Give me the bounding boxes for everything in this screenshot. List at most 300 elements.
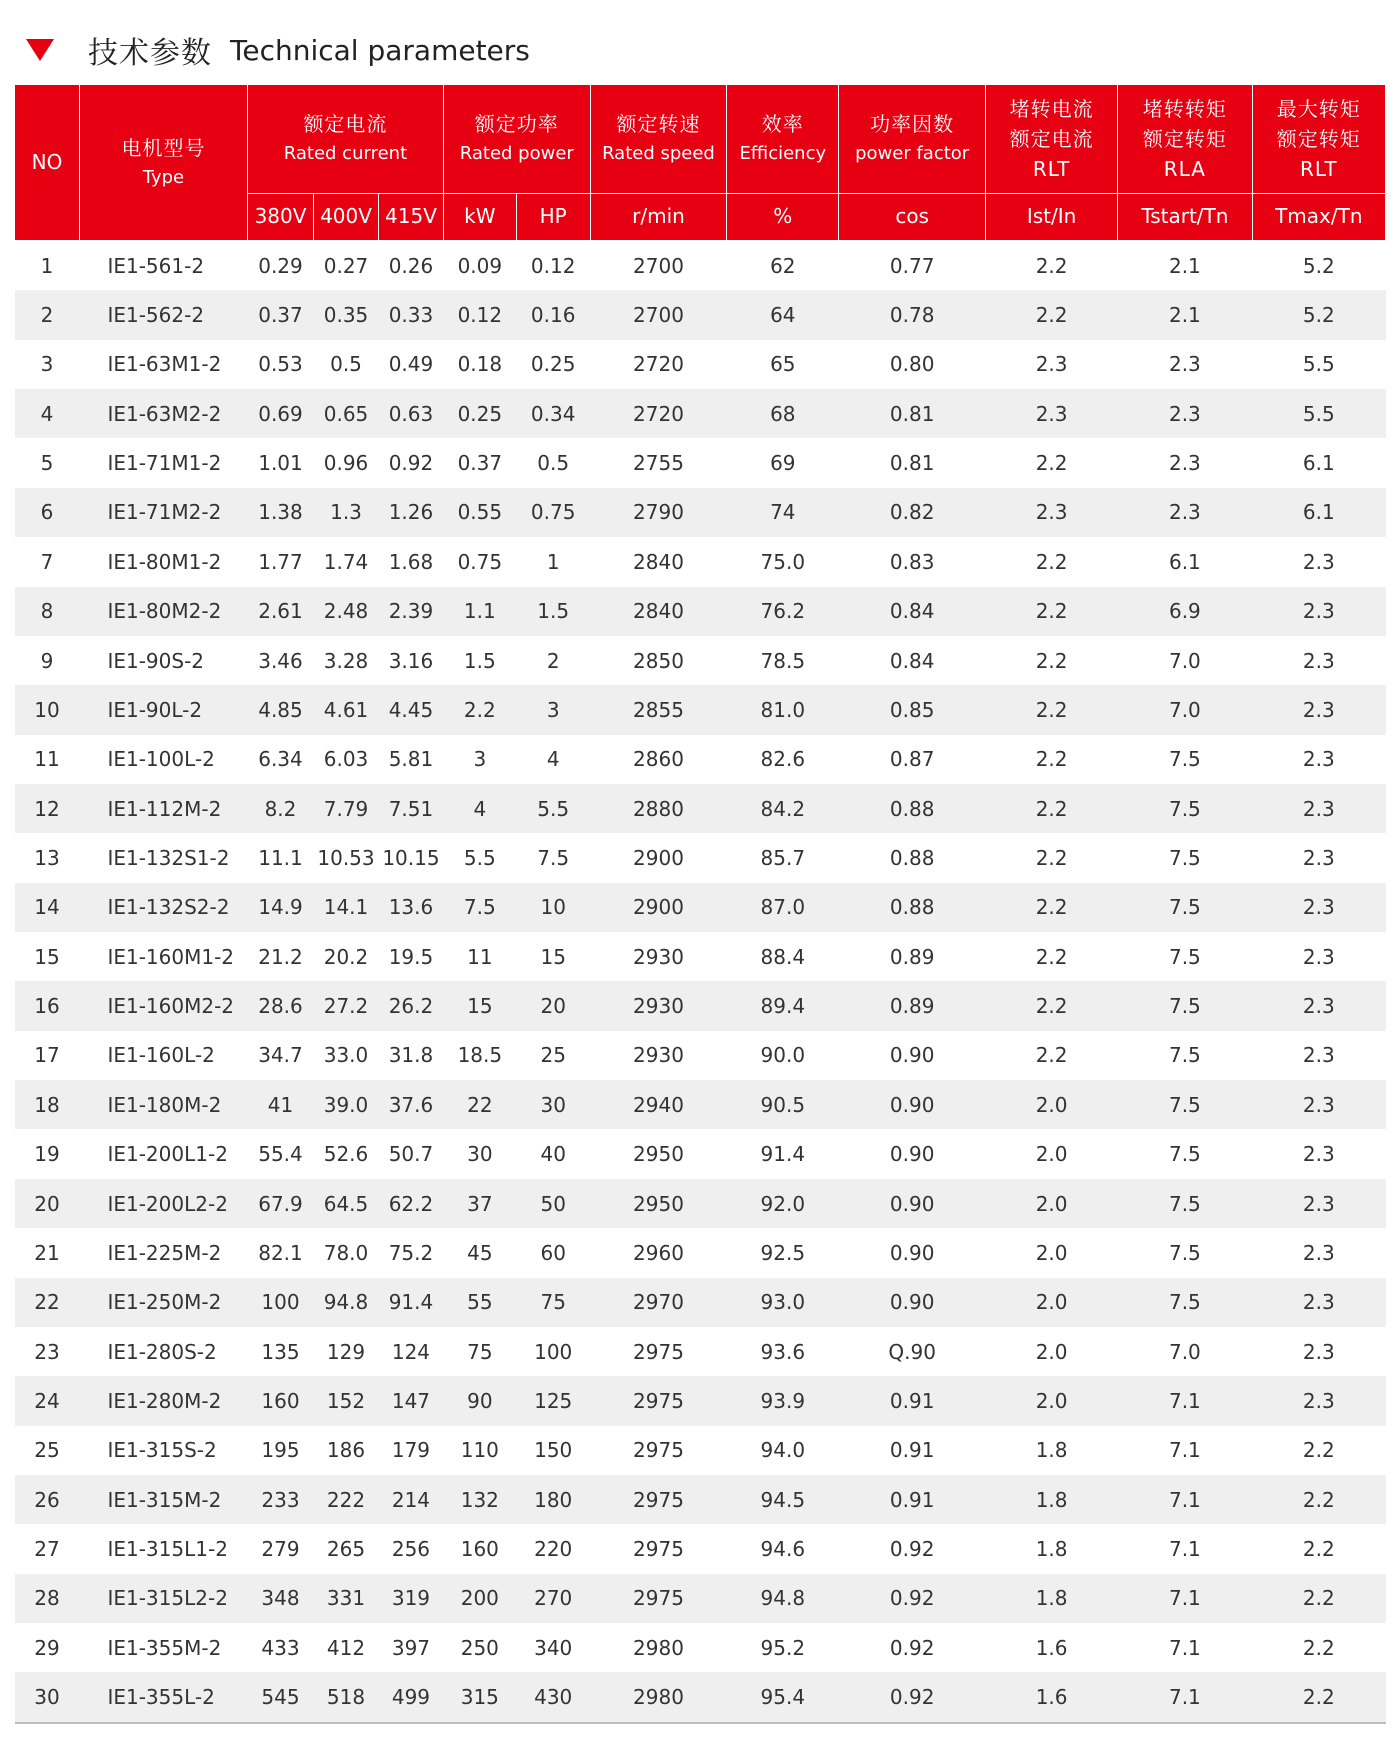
table-cell: 50: [516, 1179, 590, 1228]
table-row: [15, 537, 1386, 586]
table-cell: 7.5: [1168, 944, 1201, 969]
row-number: 11: [34, 747, 60, 772]
table-cell: 8.2: [247, 784, 313, 833]
table-cell: 0.88: [889, 845, 935, 870]
table-cell: 2.2: [1035, 648, 1068, 673]
table-body: [15, 241, 1386, 1723]
table-cell: 7.0: [1168, 1339, 1201, 1364]
table-cell: 2975: [633, 1438, 684, 1463]
table-cell: 2.0: [986, 1080, 1118, 1129]
table-cell: 6.1: [1252, 488, 1385, 537]
table-cell: 1.01: [258, 451, 303, 476]
motor-type: IE1-132S2-2: [79, 883, 247, 932]
table-cell: 0.78: [839, 290, 986, 339]
table-cell: 76.2: [727, 587, 839, 636]
table-cell: 19.5: [388, 944, 434, 969]
table-header: [15, 85, 1386, 241]
table-cell: 2.1: [1168, 253, 1201, 278]
table-cell: 2: [546, 648, 560, 673]
table-cell: 2.0: [986, 1278, 1118, 1327]
motor-type: IE1-315L1-2: [107, 1537, 228, 1562]
row-number: 26: [15, 1475, 80, 1524]
table-cell: 2.2: [986, 981, 1118, 1030]
table-cell: 214: [378, 1475, 443, 1524]
table-cell: 2.2: [1035, 747, 1068, 772]
unit-400v: 400V: [314, 194, 379, 241]
table-cell: 2.2: [1252, 1475, 1385, 1524]
table-cell: 94.5: [727, 1475, 839, 1524]
table-cell: 0.5: [537, 451, 570, 476]
table-cell: 2.3: [1168, 352, 1201, 377]
table-cell: 6.1: [1302, 451, 1335, 476]
table-cell: 34.7: [258, 1043, 303, 1068]
table-cell: 2.2: [1035, 451, 1068, 476]
table-cell: 179: [391, 1438, 431, 1463]
table-cell: 2.3: [1252, 1376, 1385, 1425]
table-cell: 7.79: [314, 784, 379, 833]
table-cell: 15: [540, 944, 566, 969]
table-cell: 2.2: [986, 784, 1118, 833]
table-cell: 2940: [590, 1080, 727, 1129]
table-cell: 68: [727, 389, 839, 438]
row-number: 19: [34, 1142, 60, 1167]
table-cell: 7.5: [443, 883, 516, 932]
row-number: 20: [15, 1179, 80, 1228]
table-cell: 2700: [590, 290, 727, 339]
table-cell: 7.5: [1118, 784, 1252, 833]
table-cell: 0.34: [516, 389, 590, 438]
table-cell: Q.90: [888, 1339, 936, 1364]
motor-type: IE1-280S-2: [107, 1339, 217, 1364]
motor-type: IE1-71M1-2: [107, 451, 222, 476]
table-cell: 75.2: [388, 1240, 434, 1265]
table-cell: 3: [516, 685, 590, 734]
table-cell: 93.6: [760, 1339, 806, 1364]
table-cell: 87.0: [727, 883, 839, 932]
table-cell: 1.6: [986, 1672, 1118, 1722]
table-cell: 82.1: [258, 1240, 303, 1265]
table-cell: 14.1: [314, 883, 379, 932]
table-cell: 2975: [590, 1475, 727, 1524]
table-cell: 95.2: [760, 1635, 806, 1660]
table-cell: 0.37: [247, 290, 313, 339]
table-cell: 88.4: [760, 944, 806, 969]
table-cell: 2.3: [1302, 1240, 1335, 1265]
table-cell: 2975: [633, 1339, 684, 1364]
table-cell: 433: [261, 1635, 300, 1660]
table-cell: 39.0: [314, 1080, 379, 1129]
table-cell: 14.9: [247, 883, 313, 932]
table-cell: 2.2: [443, 685, 516, 734]
table-cell: 1.6: [1035, 1635, 1068, 1660]
table-cell: 0.80: [889, 352, 935, 377]
table-cell: 2.3: [1035, 352, 1068, 377]
col-header-locked-rotor-current: 堵转电流 额定电流 RLT: [986, 85, 1118, 194]
col-header-efficiency: 效率 Efficiency: [727, 85, 839, 194]
table-cell: 78.0: [323, 1240, 369, 1265]
unit-kw: kW: [443, 194, 516, 241]
motor-type: IE1-80M2-2: [79, 587, 247, 636]
table-cell: 15: [443, 981, 516, 1030]
table-cell: 52.6: [323, 1142, 369, 1167]
table-cell: 2.3: [1302, 648, 1335, 673]
table-cell: 0.26: [388, 253, 434, 278]
table-cell: 6.34: [258, 747, 303, 772]
table-cell: 499: [378, 1672, 443, 1722]
table-cell: 3.46: [258, 648, 303, 673]
row-number: 22: [15, 1278, 80, 1327]
table-row: [15, 587, 1386, 636]
table-cell: 91.4: [378, 1278, 443, 1327]
table-cell: 1.8: [1035, 1438, 1068, 1463]
table-cell: 2.2: [1302, 1635, 1335, 1660]
table-cell: 0.96: [323, 451, 369, 476]
table-cell: 93.9: [727, 1376, 839, 1425]
table-cell: 2.3: [986, 389, 1118, 438]
table-cell: 0.81: [889, 451, 935, 476]
table-cell: 279: [261, 1537, 300, 1562]
table-cell: 2.3: [1302, 1142, 1335, 1167]
table-cell: 7.5: [1118, 1179, 1252, 1228]
table-cell: 0.25: [443, 389, 516, 438]
table-cell: 125: [516, 1376, 590, 1425]
table-cell: 0.27: [323, 253, 369, 278]
row-number: 23: [34, 1339, 60, 1364]
motor-type: IE1-315M-2: [79, 1475, 247, 1524]
table-cell: 220: [534, 1537, 573, 1562]
table-row: [15, 636, 1386, 685]
table-cell: 0.88: [839, 883, 986, 932]
table-cell: 2720: [633, 352, 684, 377]
table-cell: 186: [326, 1438, 366, 1463]
table-cell: 1.38: [247, 488, 313, 537]
table-cell: 1.1: [443, 587, 516, 636]
table-row: [15, 1475, 1386, 1524]
table-cell: 0.90: [889, 1142, 935, 1167]
table-cell: 152: [314, 1376, 379, 1425]
row-number: 2: [15, 290, 80, 339]
table-cell: 18.5: [457, 1043, 503, 1068]
table-cell: 2960: [633, 1240, 684, 1265]
table-cell: 2.3: [1302, 1339, 1335, 1364]
table-cell: 0.82: [839, 488, 986, 537]
table-cell: 0.92: [388, 451, 434, 476]
table-cell: 2.0: [1035, 1240, 1068, 1265]
table-cell: 2975: [633, 1537, 684, 1562]
table-cell: 0.25: [530, 352, 576, 377]
table-cell: 331: [314, 1574, 379, 1623]
unit-cos: cos: [839, 194, 986, 241]
table-cell: 0.83: [889, 549, 935, 574]
motor-type: IE1-250M-2: [79, 1278, 247, 1327]
table-cell: 41: [247, 1080, 313, 1129]
table-cell: 75: [467, 1339, 493, 1364]
table-cell: 1: [546, 549, 560, 574]
table-cell: 545: [247, 1672, 313, 1722]
table-cell: 2930: [633, 944, 684, 969]
table-cell: 27.2: [314, 981, 379, 1030]
table-cell: 1.26: [378, 488, 443, 537]
table-cell: 2.0: [986, 1376, 1118, 1425]
motor-type: IE1-160M1-2: [107, 944, 235, 969]
table-cell: 1.3: [314, 488, 379, 537]
row-number: 17: [34, 1043, 60, 1068]
row-number: 18: [15, 1080, 80, 1129]
motor-type: IE1-80M1-2: [107, 549, 222, 574]
motor-type: IE1-200L1-2: [107, 1142, 228, 1167]
table-cell: 2850: [633, 648, 684, 673]
motor-type: IE1-132S1-2: [107, 845, 230, 870]
row-number: 3: [40, 352, 54, 377]
table-cell: 2.3: [1118, 488, 1252, 537]
table-cell: 0.92: [839, 1574, 986, 1623]
table-cell: 7.0: [1168, 648, 1201, 673]
motor-type: IE1-100L-2: [107, 747, 215, 772]
table-cell: 89.4: [727, 981, 839, 1030]
table-cell: 2720: [590, 389, 727, 438]
table-row: [15, 488, 1386, 537]
table-row: [15, 1426, 1386, 1475]
table-cell: 2700: [633, 253, 684, 278]
motor-type: IE1-112M-2: [79, 784, 247, 833]
table-cell: 2930: [590, 981, 727, 1030]
table-cell: 2.3: [1302, 747, 1335, 772]
table-cell: 2900: [590, 883, 727, 932]
table-cell: 0.90: [839, 1278, 986, 1327]
motor-type: IE1-63M2-2: [79, 389, 247, 438]
row-number: 6: [15, 488, 80, 537]
table-cell: 55.4: [258, 1142, 303, 1167]
technical-parameters-table: [14, 84, 1386, 1724]
unit-415v: 415V: [378, 194, 443, 241]
table-cell: 233: [247, 1475, 313, 1524]
table-cell: 65: [770, 352, 796, 377]
table-cell: 2.3: [1118, 389, 1252, 438]
table-cell: 40: [540, 1142, 566, 1167]
table-cell: 11: [467, 944, 493, 969]
table-cell: 0.37: [457, 451, 503, 476]
table-cell: 2.3: [1252, 587, 1385, 636]
table-row: [15, 833, 1386, 882]
col-header-no: NO: [15, 85, 80, 241]
table-cell: 0.89: [889, 944, 935, 969]
table-cell: 7.1: [1168, 1438, 1201, 1463]
table-cell: 132: [443, 1475, 516, 1524]
table-cell: 1.77: [258, 549, 303, 574]
table-cell: 2.2: [1252, 1672, 1385, 1722]
row-number: 16: [15, 981, 80, 1030]
table-cell: 7.5: [1168, 1043, 1201, 1068]
table-cell: 1.5: [463, 648, 496, 673]
table-cell: 0.88: [839, 784, 986, 833]
motor-type: IE1-561-2: [107, 253, 205, 278]
motor-type: IE1-180M-2: [79, 1080, 247, 1129]
table-row: [15, 1228, 1386, 1277]
table-cell: 2.2: [1035, 845, 1068, 870]
table-cell: 75.0: [760, 549, 806, 574]
table-cell: 0.90: [889, 1043, 935, 1068]
triangle-down-icon: [26, 39, 54, 61]
table-row: [15, 1031, 1386, 1080]
table-cell: 95.4: [727, 1672, 839, 1722]
table-cell: 2.39: [378, 587, 443, 636]
table-cell: 64.5: [314, 1179, 379, 1228]
table-cell: 0.92: [889, 1635, 935, 1660]
table-cell: 2.3: [1302, 549, 1335, 574]
motor-type: IE1-355L-2: [79, 1672, 247, 1722]
table-cell: 0.09: [457, 253, 503, 278]
table-row: [15, 1672, 1386, 1722]
table-cell: 4.61: [314, 685, 379, 734]
table-cell: 0.75: [516, 488, 590, 537]
unit-tstart-tn: Tstart/Tn: [1118, 194, 1252, 241]
table-cell: 94.8: [727, 1574, 839, 1623]
table-cell: 0.55: [443, 488, 516, 537]
row-number: 9: [40, 648, 54, 673]
motor-type: IE1-315L2-2: [79, 1574, 247, 1623]
table-cell: 250: [460, 1635, 499, 1660]
table-cell: 2.2: [986, 883, 1118, 932]
table-cell: 0.90: [889, 1240, 935, 1265]
table-cell: 2.2: [986, 290, 1118, 339]
unit-tmax-tn: Tmax/Tn: [1252, 194, 1385, 241]
table-cell: 1.8: [1035, 1537, 1068, 1562]
table-cell: 90.5: [727, 1080, 839, 1129]
table-row: [15, 981, 1386, 1030]
table-cell: 81.0: [727, 685, 839, 734]
table-cell: 67.9: [247, 1179, 313, 1228]
table-cell: 222: [314, 1475, 379, 1524]
table-cell: 3.28: [323, 648, 369, 673]
table-cell: 7.5: [1118, 1080, 1252, 1129]
table-cell: 0.35: [314, 290, 379, 339]
table-cell: 85.7: [760, 845, 806, 870]
table-cell: 0.69: [247, 389, 313, 438]
motor-type: IE1-160M2-2: [79, 981, 247, 1030]
table-cell: 0.92: [839, 1672, 986, 1722]
table-cell: 45: [467, 1240, 493, 1265]
table-cell: 30: [467, 1142, 493, 1167]
motor-type: IE1-355M-2: [107, 1635, 222, 1660]
table-cell: 160: [460, 1537, 499, 1562]
row-number: 10: [15, 685, 80, 734]
table-cell: 1.8: [986, 1574, 1118, 1623]
table-cell: 4.45: [378, 685, 443, 734]
table-cell: 5.5: [1302, 352, 1335, 377]
table-cell: 2.2: [1302, 1537, 1335, 1562]
table-cell: 0.84: [889, 648, 935, 673]
row-number: 1: [40, 253, 54, 278]
table-cell: 4: [443, 784, 516, 833]
table-cell: 26.2: [378, 981, 443, 1030]
table-row: [15, 290, 1386, 339]
table-cell: 69: [770, 451, 796, 476]
table-cell: 160: [247, 1376, 313, 1425]
row-number: 25: [34, 1438, 60, 1463]
table-cell: 74: [727, 488, 839, 537]
table-row: [15, 784, 1386, 833]
table-cell: 90.0: [760, 1043, 806, 1068]
table-cell: 10.15: [382, 845, 440, 870]
table-cell: 0.5: [330, 352, 362, 377]
unit-380v: 380V: [247, 194, 313, 241]
table-cell: 5.2: [1302, 253, 1335, 278]
table-cell: 10: [516, 883, 590, 932]
table-cell: 412: [326, 1635, 366, 1660]
table-cell: 93.0: [727, 1278, 839, 1327]
table-cell: 2.2: [1035, 549, 1068, 574]
table-cell: 1.5: [516, 587, 590, 636]
table-cell: 60: [540, 1240, 566, 1265]
unit-percent: %: [727, 194, 839, 241]
row-number: 14: [15, 883, 80, 932]
table-cell: 0.77: [889, 253, 935, 278]
row-number: 27: [34, 1537, 60, 1562]
row-number: 4: [15, 389, 80, 438]
table-cell: 64: [727, 290, 839, 339]
table-cell: 2840: [633, 549, 684, 574]
table-cell: 2860: [633, 747, 684, 772]
table-row: [15, 685, 1386, 734]
col-header-locked-rotor-torque: 堵转转矩 额定转矩 RLA: [1118, 85, 1252, 194]
table-row: [15, 438, 1386, 487]
table-cell: 7.5: [1168, 747, 1201, 772]
table-cell: 4: [546, 747, 560, 772]
table-cell: 0.63: [378, 389, 443, 438]
section-title: [26, 30, 530, 70]
table-cell: 180: [516, 1475, 590, 1524]
table-cell: 2.3: [1252, 1179, 1385, 1228]
table-row: [15, 1129, 1386, 1178]
table-cell: 1.8: [986, 1475, 1118, 1524]
table-cell: 315: [443, 1672, 516, 1722]
motor-type: IE1-71M2-2: [79, 488, 247, 537]
table-cell: 7.51: [378, 784, 443, 833]
table-cell: 3: [473, 747, 487, 772]
table-cell: 10.53: [317, 845, 375, 870]
table-cell: 11.1: [258, 845, 303, 870]
table-cell: 2855: [590, 685, 727, 734]
table-cell: 7.5: [537, 845, 570, 870]
table-cell: 1.68: [388, 549, 434, 574]
motor-type: IE1-90L-2: [79, 685, 247, 734]
table-cell: 7.5: [1118, 1278, 1252, 1327]
table-cell: 7.0: [1118, 685, 1252, 734]
table-cell: 5.5: [463, 845, 496, 870]
title-chinese: 技术参数: [88, 36, 212, 71]
table-cell: 2930: [633, 1043, 684, 1068]
table-cell: 1.74: [323, 549, 369, 574]
table-cell: 2840: [590, 587, 727, 636]
table-cell: 340: [534, 1635, 573, 1660]
title-english: Technical parameters: [230, 33, 530, 67]
table-cell: 2.1: [1118, 290, 1252, 339]
table-cell: 3.16: [388, 648, 434, 673]
table-cell: 0.12: [443, 290, 516, 339]
table-cell: 5.5: [516, 784, 590, 833]
table-cell: 0.91: [839, 1475, 986, 1524]
table-cell: 2.3: [1252, 685, 1385, 734]
table-cell: 0.75: [457, 549, 503, 574]
table-cell: 0.91: [889, 1438, 935, 1463]
row-number: 5: [40, 451, 54, 476]
table-cell: 7.5: [1168, 1142, 1201, 1167]
table-cell: 2.3: [1252, 784, 1385, 833]
row-number: 28: [15, 1574, 80, 1623]
table-cell: 200: [443, 1574, 516, 1623]
table-cell: 2.3: [986, 488, 1118, 537]
col-header-rated-speed: 额定转速 Rated speed: [590, 85, 727, 194]
